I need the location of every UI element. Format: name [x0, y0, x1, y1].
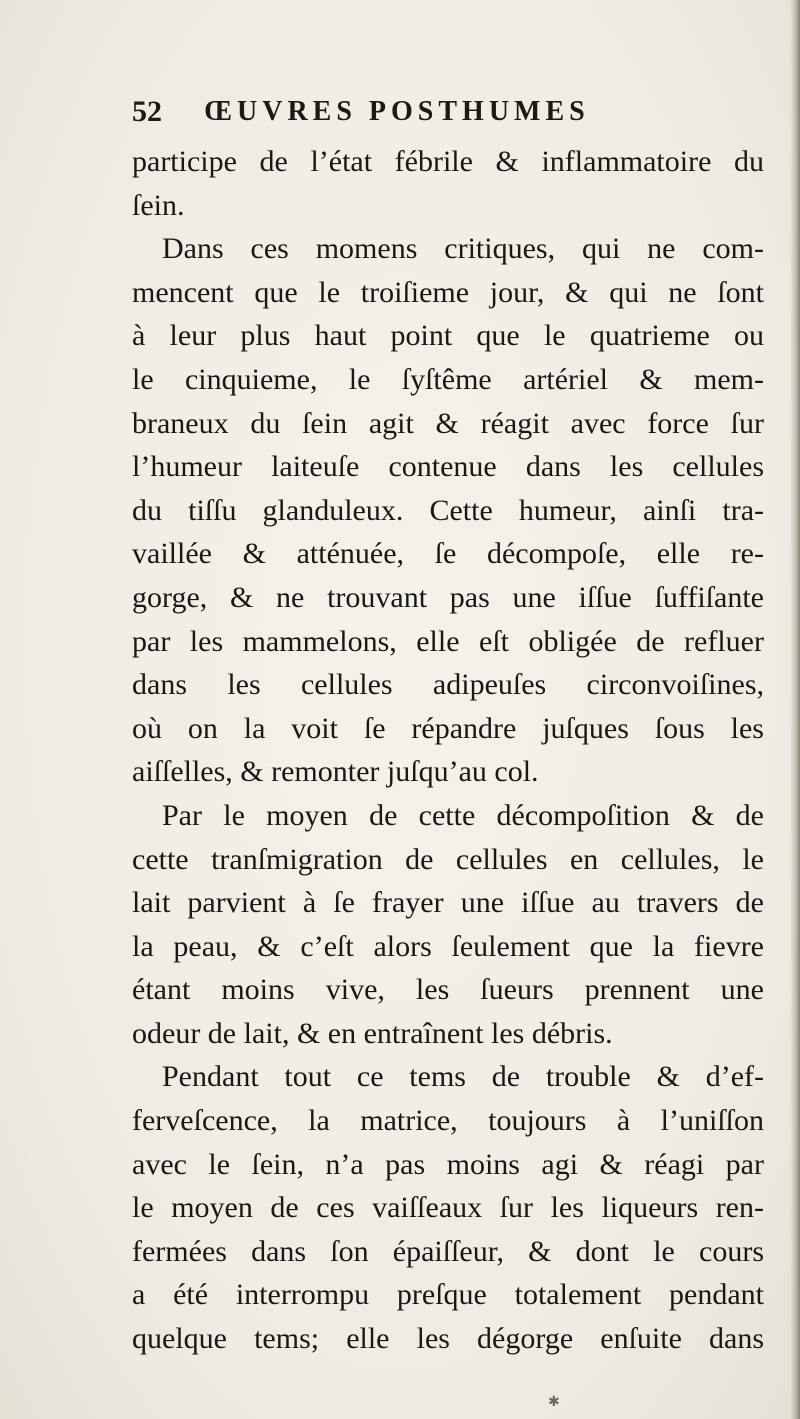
text-line: Pendant tout ce tems de trouble & d’ef-	[162, 1060, 764, 1094]
text-line: mencent que le troiſieme jour, & qui ne ſont	[132, 275, 764, 309]
running-header	[132, 88, 672, 136]
text-line: participe de l’état fébrile & inflammatoire du	[132, 145, 764, 178]
text-line: Par le moyen de cette décompoſition & de	[162, 798, 764, 832]
text-line: la peau, & c’eſt alors ſeulement que la fievre	[132, 929, 764, 963]
text-line: gorge, & ne trouvant pas une iſſue ſuffiſante	[132, 580, 764, 614]
running-title: ŒUVRES POSTHUMES	[204, 96, 590, 127]
text-line: lait parvient à ſe frayer une iſſue au travers de	[132, 886, 764, 920]
text-line: dans les cellules adipeuſes circonvoiſines,	[132, 668, 764, 702]
text-line: cette tranſmigration de cellules en cellules, le	[132, 842, 764, 876]
text-line: du tiſſu glanduleux. Cette humeur, ainſi tra-	[132, 493, 764, 527]
text-line: étant moins vive, les ſueurs prennent une	[132, 973, 764, 1007]
text-line: braneux du ſein agit & réagit avec force ſur	[132, 406, 764, 440]
text-line: vaillée & atténuée, ſe décompoſe, elle re-	[132, 537, 764, 571]
text-line: par les mammelons, elle eſt obligée de refluer	[132, 624, 764, 658]
text-line: ferveſcence, la matrice, toujours à l’uniſſon	[132, 1104, 764, 1138]
page-number: 52	[132, 95, 162, 128]
text-line: où on la voit ſe répandre juſques ſous les	[132, 711, 764, 745]
text-line: à leur plus haut point que le quatrieme ou	[132, 319, 764, 353]
text-line: l’humeur laiteuſe contenue dans les cellules	[132, 450, 764, 484]
text-line: a été interrompu preſque totalement pendant	[132, 1278, 764, 1312]
text-line: le cinquieme, le ſyſtême artériel & mem-	[132, 362, 764, 396]
asterisk-ornament-icon: ✱	[548, 1394, 560, 1410]
text-line: odeur de lait, & en entraînent les débris.	[132, 1016, 613, 1050]
body-text	[132, 140, 764, 1361]
text-line: aiſſelles, & remonter juſqu’au col.	[132, 755, 539, 789]
text-line: ſein.	[132, 188, 185, 222]
text-line: fermées dans ſon épaiſſeur, & dont le cours	[132, 1234, 764, 1268]
text-line: le moyen de ces vaiſſeaux ſur les liqueurs ren-	[132, 1191, 764, 1225]
text-line: quelque tems; elle les dégorge enſuite dans	[132, 1322, 764, 1356]
text-line: avec le ſein, n’a pas moins agi & réagi par	[132, 1147, 764, 1181]
page-edge-shadow	[790, 0, 800, 1419]
text-line: Dans ces momens critiques, qui ne com-	[162, 232, 764, 266]
